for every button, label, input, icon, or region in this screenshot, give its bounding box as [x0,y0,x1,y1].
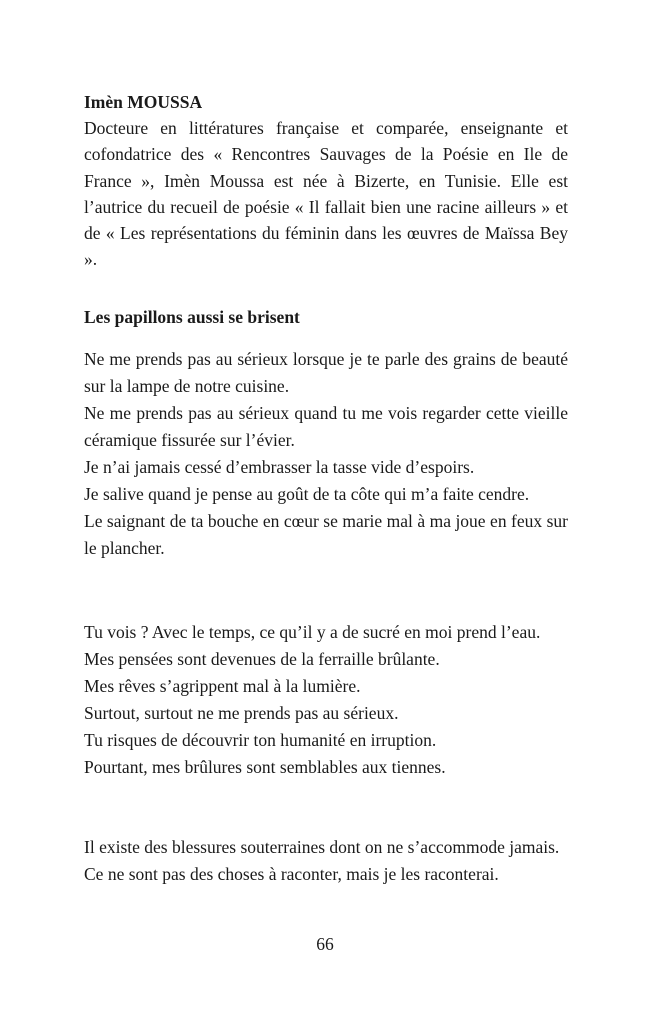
poem-line: Il existe des blessures souterraines dont on ne s’accommode jamais. [84,837,560,857]
page-content [84,90,568,884]
poem-stanza-3 [84,834,568,888]
poem-line: Mes rêves s’agrippent mal à la lumière. [84,676,361,696]
page-number: 66 [316,934,334,954]
author-bio: Docteure en littératures française et comparée, enseignante et cofondatrice des « Rencontres Sauvages de la Poésie en Ile de France », Imèn Moussa est née à Bizerte, en Tunisie. Elle est l’autrice du recueil de poésie « Il fallait bien une racine ailleurs » et de « Les représentations du féminin dans les œuvres de Maïssa Bey ». [84,118,568,270]
poem-line: Mes pensées sont devenues de la ferraille brûlante. [84,649,440,669]
poem-line: Ne me prends pas au sérieux lorsque je te parle des grains de beauté sur la lampe de notre cuisine. [84,349,568,396]
poem-title: Les papillons aussi se brisent [84,307,300,327]
poem-line: Je salive quand je pense au goût de ta côte qui m’a faite cendre. [84,484,530,504]
poem-line: Tu vois ? Avec le temps, ce qu’il y a de sucré en moi prend l’eau. [84,622,541,642]
poem-line: Surtout, surtout ne me prends pas au sérieux. [84,703,399,723]
poem-stanza-1 [84,346,568,562]
poem-stanza-2 [84,619,568,781]
poem-line: Le saignant de ta bouche en cœur se marie mal à ma joue en feux sur le plancher. [84,511,568,558]
poem-line: Ce ne sont pas des choses à raconter, mais je les raconterai. [84,864,499,884]
poem-line: Je n’ai jamais cessé d’embrasser la tasse vide d’espoirs. [84,457,475,477]
poem-line: Tu risques de découvrir ton humanité en irruption. [84,730,437,750]
poem-line: Pourtant, mes brûlures sont semblables aux tiennes. [84,757,446,777]
poem-line: Ne me prends pas au sérieux quand tu me vois regarder cette vieille céramique fissurée sur l’évier. [84,403,568,450]
author-name: Imèn MOUSSA [84,92,203,112]
